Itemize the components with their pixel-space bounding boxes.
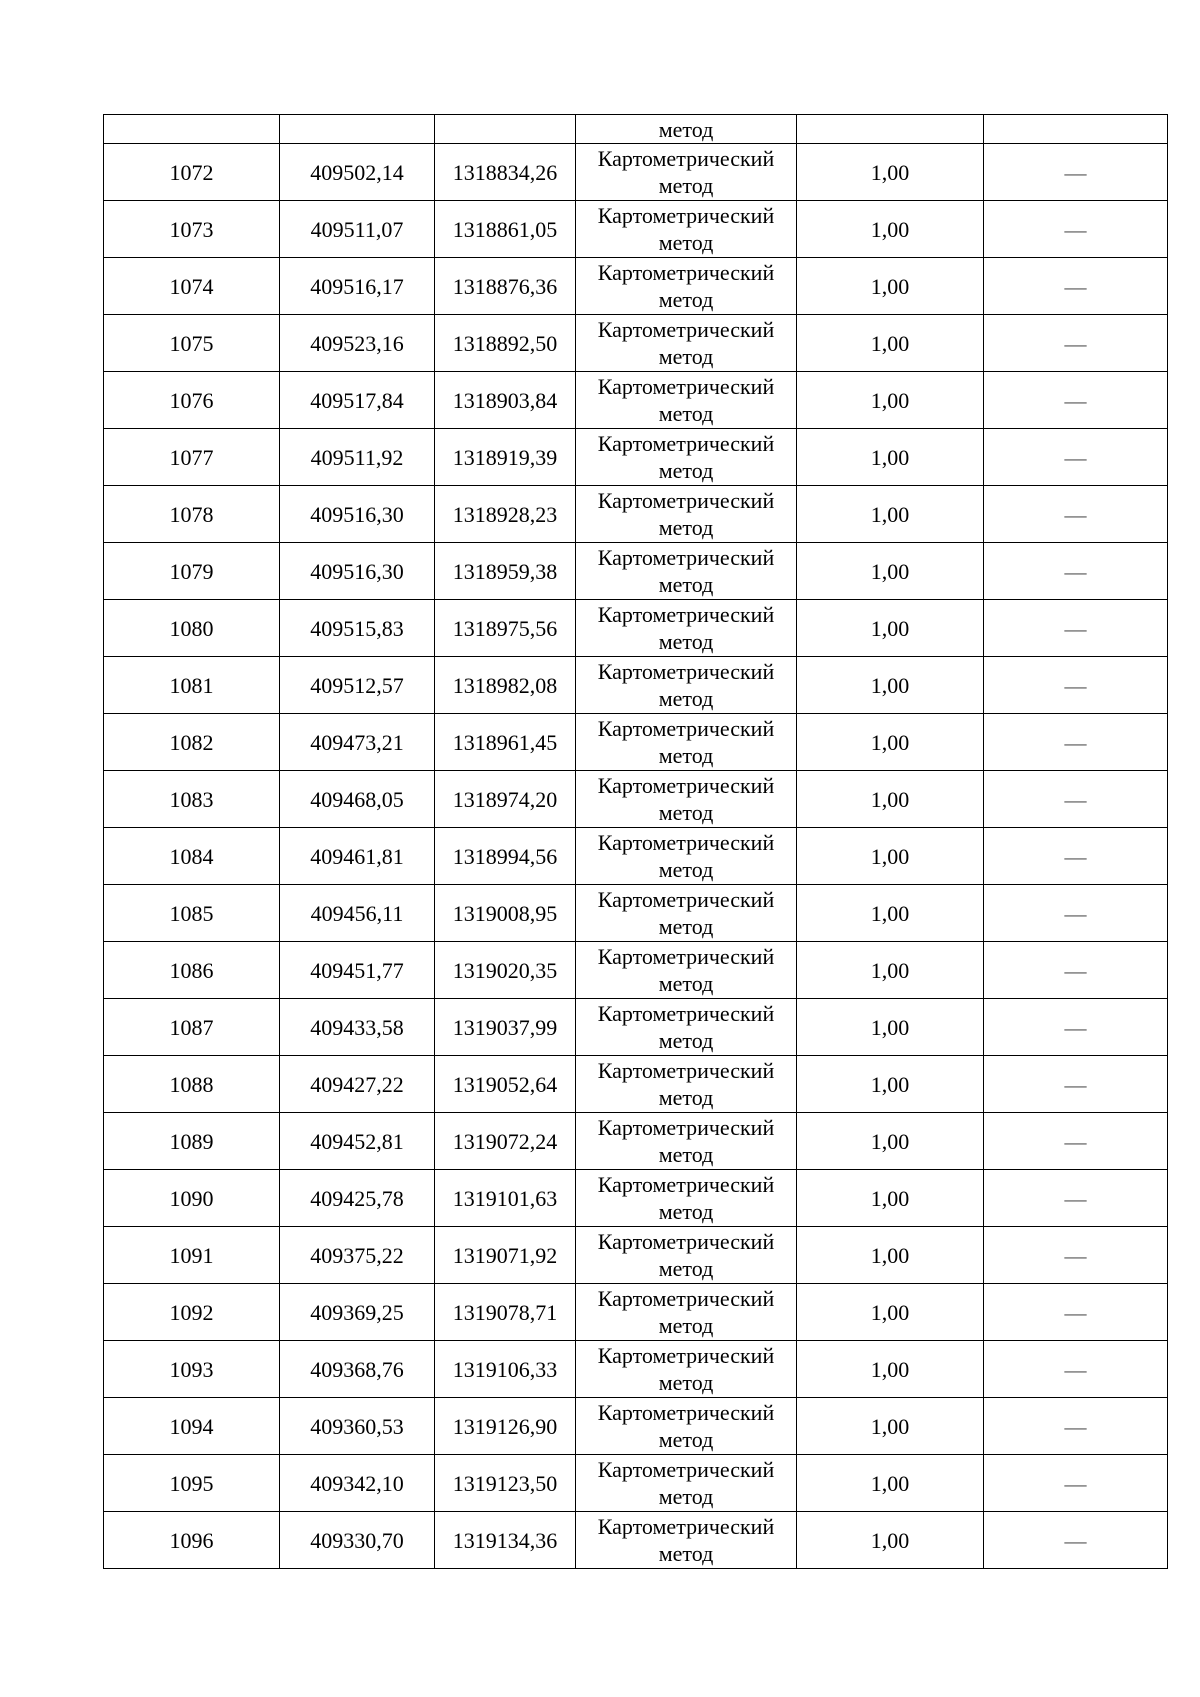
table-row bbox=[104, 372, 1168, 429]
accuracy-cell: 1,00 bbox=[797, 1170, 984, 1227]
y-coordinate-cell: 1318961,45 bbox=[435, 714, 576, 771]
y-coordinate-cell: 1319078,71 bbox=[435, 1284, 576, 1341]
method-cell bbox=[576, 714, 797, 771]
x-coordinate-cell: 409516,30 bbox=[280, 486, 435, 543]
method-cell bbox=[576, 771, 797, 828]
table-row bbox=[104, 828, 1168, 885]
x-coordinate-cell: 409516,30 bbox=[280, 543, 435, 600]
method-cell bbox=[576, 201, 797, 258]
point-number-cell: 1087 bbox=[104, 999, 280, 1056]
y-coordinate-cell: 1319071,92 bbox=[435, 1227, 576, 1284]
table-row bbox=[104, 1113, 1168, 1170]
table-row bbox=[104, 942, 1168, 999]
method-line-1: Картометрический bbox=[597, 1457, 775, 1482]
method-line-2: метод bbox=[658, 800, 714, 825]
method-line-1: Картометрический bbox=[597, 1115, 775, 1140]
x-coordinate-cell: 409468,05 bbox=[280, 771, 435, 828]
note-dash-cell: — bbox=[984, 486, 1168, 543]
method-cell bbox=[576, 429, 797, 486]
y-coordinate-cell: 1319052,64 bbox=[435, 1056, 576, 1113]
x-coordinate-cell: 409517,84 bbox=[280, 372, 435, 429]
y-coordinate-cell: 1318974,20 bbox=[435, 771, 576, 828]
x-coordinate-cell: 409375,22 bbox=[280, 1227, 435, 1284]
method-cell bbox=[576, 1227, 797, 1284]
method-line-2: метод bbox=[658, 1484, 714, 1509]
accuracy-cell-empty bbox=[797, 115, 984, 144]
y-coordinate-cell: 1319134,36 bbox=[435, 1512, 576, 1569]
method-line-1: Картометрический bbox=[597, 944, 775, 969]
table-row bbox=[104, 657, 1168, 714]
y-coordinate-cell: 1319106,33 bbox=[435, 1341, 576, 1398]
method-line-2: метод bbox=[658, 1028, 714, 1053]
note-dash-cell: — bbox=[984, 1512, 1168, 1569]
method-cell bbox=[576, 144, 797, 201]
method-cell bbox=[576, 1284, 797, 1341]
point-number-cell: 1084 bbox=[104, 828, 280, 885]
x-coordinate-cell: 409456,11 bbox=[280, 885, 435, 942]
point-number-cell: 1092 bbox=[104, 1284, 280, 1341]
point-number-cell: 1093 bbox=[104, 1341, 280, 1398]
accuracy-cell: 1,00 bbox=[797, 657, 984, 714]
accuracy-cell: 1,00 bbox=[797, 1227, 984, 1284]
x-coordinate-cell: 409461,81 bbox=[280, 828, 435, 885]
table-row bbox=[104, 486, 1168, 543]
method-cell bbox=[576, 486, 797, 543]
method-cell bbox=[576, 372, 797, 429]
y-coordinate-cell: 1319123,50 bbox=[435, 1455, 576, 1512]
note-dash-cell: — bbox=[984, 714, 1168, 771]
method-line-2: метод bbox=[658, 629, 714, 654]
method-cell bbox=[576, 1455, 797, 1512]
y-coordinate-cell: 1318919,39 bbox=[435, 429, 576, 486]
method-cell bbox=[576, 942, 797, 999]
accuracy-cell: 1,00 bbox=[797, 429, 984, 486]
note-dash-cell: — bbox=[984, 315, 1168, 372]
y-coordinate-cell: 1318876,36 bbox=[435, 258, 576, 315]
method-cell bbox=[576, 1398, 797, 1455]
method-line-2: метод bbox=[658, 1427, 714, 1452]
method-line-2: метод bbox=[658, 857, 714, 882]
method-line-2: метод bbox=[658, 1142, 714, 1167]
y-coordinate-cell: 1318994,56 bbox=[435, 828, 576, 885]
x-coordinate-cell: 409511,07 bbox=[280, 201, 435, 258]
table-row bbox=[104, 429, 1168, 486]
accuracy-cell: 1,00 bbox=[797, 372, 984, 429]
method-line-2: метод bbox=[658, 287, 714, 312]
method-line-2: метод bbox=[658, 914, 714, 939]
accuracy-cell: 1,00 bbox=[797, 828, 984, 885]
table-row bbox=[104, 714, 1168, 771]
table-row bbox=[104, 1341, 1168, 1398]
accuracy-cell: 1,00 bbox=[797, 1398, 984, 1455]
table-row bbox=[104, 1284, 1168, 1341]
note-dash-cell: — bbox=[984, 999, 1168, 1056]
table-row bbox=[104, 1170, 1168, 1227]
y-coordinate-cell: 1319072,24 bbox=[435, 1113, 576, 1170]
method-line-1: Картометрический bbox=[597, 431, 775, 456]
note-dash-cell: — bbox=[984, 429, 1168, 486]
method-cell bbox=[576, 828, 797, 885]
y-coordinate-cell: 1319101,63 bbox=[435, 1170, 576, 1227]
method-line-1: Картометрический bbox=[597, 716, 775, 741]
method-line-2: метод bbox=[658, 173, 714, 198]
method-line-2: метод bbox=[658, 971, 714, 996]
x-coordinate-cell: 409425,78 bbox=[280, 1170, 435, 1227]
x-coordinate-cell: 409368,76 bbox=[280, 1341, 435, 1398]
point-number-cell: 1078 bbox=[104, 486, 280, 543]
method-line-1: Картометрический bbox=[597, 545, 775, 570]
table-row bbox=[104, 1227, 1168, 1284]
method-line-2: метод bbox=[658, 344, 714, 369]
point-number-cell: 1079 bbox=[104, 543, 280, 600]
method-line-2: метод bbox=[658, 1199, 714, 1224]
method-line-1: Картометрический bbox=[597, 1058, 775, 1083]
method-cell bbox=[576, 1113, 797, 1170]
accuracy-cell: 1,00 bbox=[797, 1455, 984, 1512]
x-coordinate-cell: 409523,16 bbox=[280, 315, 435, 372]
table-row bbox=[104, 315, 1168, 372]
note-dash-cell: — bbox=[984, 600, 1168, 657]
method-line-1: Картометрический bbox=[597, 1001, 775, 1026]
x-coordinate-cell: 409502,14 bbox=[280, 144, 435, 201]
accuracy-cell: 1,00 bbox=[797, 1056, 984, 1113]
num-cell-empty bbox=[104, 115, 280, 144]
point-number-cell: 1094 bbox=[104, 1398, 280, 1455]
method-line-1: Картометрический bbox=[597, 659, 775, 684]
point-number-cell: 1095 bbox=[104, 1455, 280, 1512]
y-coordinate-cell: 1318892,50 bbox=[435, 315, 576, 372]
accuracy-cell: 1,00 bbox=[797, 999, 984, 1056]
method-cell bbox=[576, 315, 797, 372]
method-line-2: метод bbox=[658, 743, 714, 768]
continuation-row bbox=[104, 115, 1168, 144]
point-number-cell: 1074 bbox=[104, 258, 280, 315]
point-number-cell: 1090 bbox=[104, 1170, 280, 1227]
method-line-1: Картометрический bbox=[597, 488, 775, 513]
y-coordinate-cell: 1319126,90 bbox=[435, 1398, 576, 1455]
method-cell bbox=[576, 258, 797, 315]
note-dash-cell: — bbox=[984, 144, 1168, 201]
table-row bbox=[104, 771, 1168, 828]
y-coordinate-cell: 1319037,99 bbox=[435, 999, 576, 1056]
method-line-2: метод bbox=[658, 458, 714, 483]
accuracy-cell: 1,00 bbox=[797, 1284, 984, 1341]
y-coordinate-cell: 1319020,35 bbox=[435, 942, 576, 999]
y-coordinate-cell: 1318959,38 bbox=[435, 543, 576, 600]
method-cell bbox=[576, 657, 797, 714]
x-cell-empty bbox=[280, 115, 435, 144]
accuracy-cell: 1,00 bbox=[797, 771, 984, 828]
point-number-cell: 1086 bbox=[104, 942, 280, 999]
point-number-cell: 1091 bbox=[104, 1227, 280, 1284]
accuracy-cell: 1,00 bbox=[797, 600, 984, 657]
y-coordinate-cell: 1318982,08 bbox=[435, 657, 576, 714]
method-cell bbox=[576, 1341, 797, 1398]
y-cell-empty bbox=[435, 115, 576, 144]
note-dash-cell: — bbox=[984, 258, 1168, 315]
point-number-cell: 1085 bbox=[104, 885, 280, 942]
note-dash-cell: — bbox=[984, 201, 1168, 258]
method-line-2: метод bbox=[658, 515, 714, 540]
y-coordinate-cell: 1318928,23 bbox=[435, 486, 576, 543]
method-cell bbox=[576, 885, 797, 942]
note-dash-cell: — bbox=[984, 1455, 1168, 1512]
accuracy-cell: 1,00 bbox=[797, 315, 984, 372]
x-coordinate-cell: 409433,58 bbox=[280, 999, 435, 1056]
method-line-1: Картометрический bbox=[597, 1343, 775, 1368]
note-dash-cell: — bbox=[984, 1227, 1168, 1284]
method-line-1: Картометрический bbox=[597, 1286, 775, 1311]
note-dash-cell: — bbox=[984, 828, 1168, 885]
note-dash-cell: — bbox=[984, 942, 1168, 999]
coordinates-table bbox=[103, 114, 1168, 1569]
method-line-2: метод bbox=[658, 230, 714, 255]
table-row bbox=[104, 543, 1168, 600]
point-number-cell: 1072 bbox=[104, 144, 280, 201]
method-line-1: Картометрический bbox=[597, 602, 775, 627]
note-dash-cell: — bbox=[984, 1056, 1168, 1113]
note-dash-cell: — bbox=[984, 771, 1168, 828]
table-row bbox=[104, 1056, 1168, 1113]
table-row bbox=[104, 258, 1168, 315]
method-line-1: Картометрический bbox=[597, 887, 775, 912]
table-row bbox=[104, 1398, 1168, 1455]
method-cell bbox=[576, 115, 797, 144]
method-line-2: метод bbox=[658, 1313, 714, 1338]
accuracy-cell: 1,00 bbox=[797, 714, 984, 771]
method-line-1: Картометрический bbox=[597, 1514, 775, 1539]
method-line-1: Картометрический bbox=[597, 1229, 775, 1254]
method-line-2: метод bbox=[658, 1085, 714, 1110]
y-coordinate-cell: 1319008,95 bbox=[435, 885, 576, 942]
point-number-cell: 1096 bbox=[104, 1512, 280, 1569]
x-coordinate-cell: 409330,70 bbox=[280, 1512, 435, 1569]
x-coordinate-cell: 409427,22 bbox=[280, 1056, 435, 1113]
accuracy-cell: 1,00 bbox=[797, 258, 984, 315]
x-coordinate-cell: 409516,17 bbox=[280, 258, 435, 315]
table-row bbox=[104, 201, 1168, 258]
x-coordinate-cell: 409360,53 bbox=[280, 1398, 435, 1455]
note-dash-cell: — bbox=[984, 1398, 1168, 1455]
note-dash-cell: — bbox=[984, 657, 1168, 714]
table-row bbox=[104, 600, 1168, 657]
table-row bbox=[104, 1512, 1168, 1569]
method-line-1: Картометрический bbox=[597, 203, 775, 228]
accuracy-cell: 1,00 bbox=[797, 1512, 984, 1569]
point-number-cell: 1082 bbox=[104, 714, 280, 771]
x-coordinate-cell: 409515,83 bbox=[280, 600, 435, 657]
note-dash-cell: — bbox=[984, 543, 1168, 600]
method-line-2: метод bbox=[658, 1370, 714, 1395]
point-number-cell: 1089 bbox=[104, 1113, 280, 1170]
note-dash-cell: — bbox=[984, 885, 1168, 942]
x-coordinate-cell: 409452,81 bbox=[280, 1113, 435, 1170]
point-number-cell: 1073 bbox=[104, 201, 280, 258]
accuracy-cell: 1,00 bbox=[797, 942, 984, 999]
accuracy-cell: 1,00 bbox=[797, 486, 984, 543]
point-number-cell: 1083 bbox=[104, 771, 280, 828]
method-cell bbox=[576, 1056, 797, 1113]
method-line-2: метод bbox=[658, 1541, 714, 1566]
point-number-cell: 1081 bbox=[104, 657, 280, 714]
accuracy-cell: 1,00 bbox=[797, 885, 984, 942]
method-cell bbox=[576, 543, 797, 600]
point-number-cell: 1077 bbox=[104, 429, 280, 486]
method-cell bbox=[576, 999, 797, 1056]
x-coordinate-cell: 409342,10 bbox=[280, 1455, 435, 1512]
note-dash-cell: — bbox=[984, 372, 1168, 429]
method-line-1: Картометрический bbox=[597, 260, 775, 285]
note-dash-cell: — bbox=[984, 1341, 1168, 1398]
accuracy-cell: 1,00 bbox=[797, 144, 984, 201]
point-number-cell: 1076 bbox=[104, 372, 280, 429]
method-line-2: метод bbox=[658, 401, 714, 426]
method-line-1: Картометрический bbox=[597, 374, 775, 399]
point-number-cell: 1088 bbox=[104, 1056, 280, 1113]
x-coordinate-cell: 409512,57 bbox=[280, 657, 435, 714]
method-line-1: Картометрический bbox=[597, 1172, 775, 1197]
method-line-2: метод bbox=[658, 572, 714, 597]
accuracy-cell: 1,00 bbox=[797, 1341, 984, 1398]
accuracy-cell: 1,00 bbox=[797, 543, 984, 600]
note-cell-empty bbox=[984, 115, 1168, 144]
method-cell bbox=[576, 600, 797, 657]
y-coordinate-cell: 1318903,84 bbox=[435, 372, 576, 429]
method-cell bbox=[576, 1170, 797, 1227]
table-body bbox=[104, 115, 1168, 1569]
table-row bbox=[104, 999, 1168, 1056]
accuracy-cell: 1,00 bbox=[797, 1113, 984, 1170]
method-cell bbox=[576, 1512, 797, 1569]
method-tail-text: метод bbox=[658, 117, 714, 142]
method-line-1: Картометрический bbox=[597, 773, 775, 798]
x-coordinate-cell: 409473,21 bbox=[280, 714, 435, 771]
note-dash-cell: — bbox=[984, 1170, 1168, 1227]
accuracy-cell: 1,00 bbox=[797, 201, 984, 258]
method-line-1: Картометрический bbox=[597, 146, 775, 171]
note-dash-cell: — bbox=[984, 1113, 1168, 1170]
table-row bbox=[104, 885, 1168, 942]
method-line-2: метод bbox=[658, 686, 714, 711]
method-line-2: метод bbox=[658, 1256, 714, 1281]
table-row bbox=[104, 144, 1168, 201]
table-row bbox=[104, 1455, 1168, 1512]
method-line-1: Картометрический bbox=[597, 317, 775, 342]
method-line-1: Картометрический bbox=[597, 1400, 775, 1425]
y-coordinate-cell: 1318975,56 bbox=[435, 600, 576, 657]
method-line-1: Картометрический bbox=[597, 830, 775, 855]
point-number-cell: 1075 bbox=[104, 315, 280, 372]
point-number-cell: 1080 bbox=[104, 600, 280, 657]
y-coordinate-cell: 1318834,26 bbox=[435, 144, 576, 201]
y-coordinate-cell: 1318861,05 bbox=[435, 201, 576, 258]
x-coordinate-cell: 409369,25 bbox=[280, 1284, 435, 1341]
x-coordinate-cell: 409451,77 bbox=[280, 942, 435, 999]
x-coordinate-cell: 409511,92 bbox=[280, 429, 435, 486]
note-dash-cell: — bbox=[984, 1284, 1168, 1341]
